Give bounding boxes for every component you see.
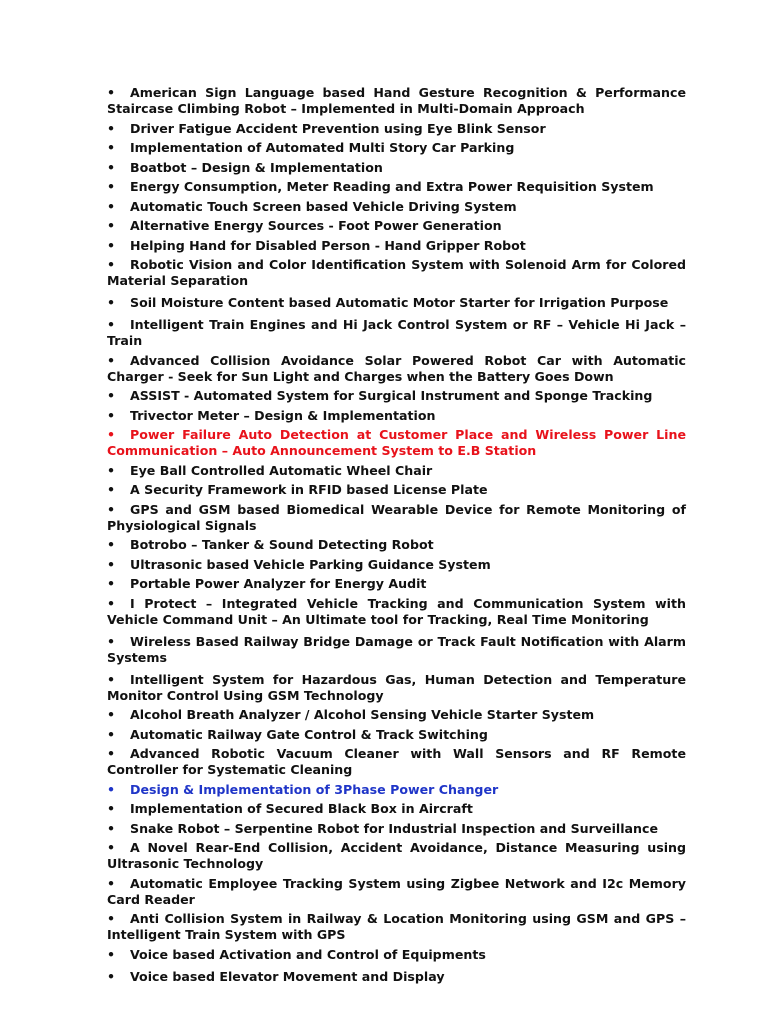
list-item-text: Trivector Meter – Design & Implementation [130,407,436,423]
list-item-text: Automatic Railway Gate Control & Track Switching [130,726,488,742]
bullet: • [107,159,116,175]
bullet: • [107,388,116,403]
list-item [107,257,686,289]
bullet: • [107,407,116,423]
bullet: • [107,140,116,155]
bullet: • [107,85,116,100]
bullet: • [107,726,116,742]
list-item [107,160,686,176]
list-item-text: Robotic Vision and Color Identification System with Solenoid Arm for Colored Material Separation [107,257,686,288]
bullet: • [107,840,116,855]
bullet: • [107,820,116,836]
list-item-text: Voice based Elevator Movement and Display [130,968,445,984]
list-item [107,634,686,666]
list-item-text: Wireless Based Railway Bridge Damage or Track Fault Notification with Alarm Systems [107,633,686,665]
list-item [107,238,686,254]
list-item [107,179,686,195]
list-item [107,295,686,311]
bullet: • [107,317,116,332]
bullet: • [107,576,116,591]
list-item-text: Advanced Collision Avoidance Solar Powered Robot Car with Automatic Charger - Seek for Sun Light and Charges when the Battery Goes Down [107,352,686,384]
list-item-text: Implementation of Secured Black Box in Aircraft [130,801,473,816]
list-item-text: Power Failure Auto Detection at Customer Place and Wireless Power Line Communication – Auto Announcement System to E.B Station [107,427,686,458]
list-item [107,576,686,592]
bullet: • [107,352,116,368]
list-item-text: A Novel Rear-End Collision, Accident Avoidance, Distance Measuring using Ultrasonic Technology [107,840,686,871]
bullet: • [107,462,116,478]
bullet: • [107,633,116,649]
bullet: • [107,946,116,962]
list-item [107,557,686,573]
list-item [107,911,686,943]
bullet: • [107,427,116,442]
list-item [107,482,686,498]
list-item-text: Helping Hand for Disabled Person - Hand Gripper Robot [130,237,526,253]
list-item-text: Design & Implementation of 3Phase Power Changer [130,781,499,797]
list-item [107,801,686,817]
list-item-text: GPS and GSM based Biomedical Wearable Device for Remote Monitoring of Physiological Signals [107,501,686,533]
list-item [107,140,686,156]
project-list [107,85,686,988]
list-item-text: A Security Framework in RFID based License Plate [130,482,488,497]
list-item-text: Portable Power Analyzer for Energy Audit [130,576,427,591]
list-item [107,218,686,234]
list-item-text: Automatic Touch Screen based Vehicle Driving System [130,198,517,214]
bullet: • [107,556,116,572]
list-item-text: Voice based Activation and Control of Equipments [130,946,486,962]
list-item [107,821,686,837]
list-item [107,388,686,404]
list-item [107,727,686,743]
bullet: • [107,968,116,984]
list-item-text: Driver Fatigue Accident Prevention using Eye Blink Sensor [130,120,546,136]
list-item [107,317,686,349]
bullet: • [107,781,116,797]
bullet: • [107,911,116,926]
bullet: • [107,707,116,722]
bullet: • [107,746,116,761]
list-item-text: Eye Ball Controlled Automatic Wheel Chair [130,462,433,478]
list-item-text: Energy Consumption, Meter Reading and Extra Power Requisition System [130,179,654,194]
list-item [107,121,686,137]
list-item [107,199,686,215]
list-item [107,840,686,872]
list-item-text: Boatbot – Design & Implementation [130,159,383,175]
list-item-text: Intelligent Train Engines and Hi Jack Control System or RF – Vehicle Hi Jack – Train [107,317,686,348]
list-item-text: Intelligent System for Hazardous Gas, Human Detection and Temperature Monitor Control Using GSM Technology [107,671,686,703]
list-item-text: Ultrasonic based Vehicle Parking Guidance System [130,556,491,572]
bullet: • [107,801,116,816]
list-item-text: Alcohol Breath Analyzer / Alcohol Sensing Vehicle Starter System [130,707,595,722]
list-item-text: Alternative Energy Sources - Foot Power Generation [130,218,502,233]
list-item-text: Anti Collision System in Railway & Location Monitoring using GSM and GPS – Intelligent Train System with GPS [107,911,686,942]
bullet: • [107,120,116,136]
bullet: • [107,179,116,194]
list-item-text: Botrobo – Tanker & Sound Detecting Robot [130,537,434,552]
list-item-text: Automatic Employee Tracking System using Zigbee Network and I2c Memory Card Reader [107,875,686,907]
list-item [107,463,686,479]
bullet: • [107,198,116,214]
list-item [107,502,686,534]
bullet: • [107,218,116,233]
list-item [107,85,686,117]
bullet: • [107,671,116,687]
list-item [107,746,686,778]
bullet: • [107,537,116,552]
list-item-highlighted-red [107,427,686,459]
list-item [107,537,686,553]
list-item-text: Implementation of Automated Multi Story Car Parking [130,140,515,155]
list-item-text: Snake Robot – Serpentine Robot for Industrial Inspection and Surveillance [130,820,658,836]
bullet: • [107,237,116,253]
list-item-text: ASSIST - Automated System for Surgical Instrument and Sponge Tracking [130,388,653,403]
list-item-text: I Protect – Integrated Vehicle Tracking and Communication System with Vehicle Command Unit – An Ultimate tool for Tracking, Real Time Monitoring [107,595,686,627]
list-item [107,596,686,628]
bullet: • [107,501,116,517]
list-item [107,408,686,424]
bullet: • [107,595,116,611]
list-item [107,353,686,385]
list-item-text: Advanced Robotic Vacuum Cleaner with Wall Sensors and RF Remote Controller for Systematic Cleaning [107,746,686,777]
list-item [107,707,686,723]
bullet: • [107,257,116,272]
list-item [107,876,686,908]
list-item-text: American Sign Language based Hand Gesture Recognition & Performance Staircase Climbing Robot – Implemented in Multi-Domain Approach [107,85,686,116]
list-item [107,969,686,985]
list-item-text: Soil Moisture Content based Automatic Motor Starter for Irrigation Purpose [130,295,669,310]
bullet: • [107,875,116,891]
bullet: • [107,295,116,310]
list-item-highlighted-blue [107,782,686,798]
list-item [107,947,686,963]
list-item [107,672,686,704]
bullet: • [107,482,116,497]
